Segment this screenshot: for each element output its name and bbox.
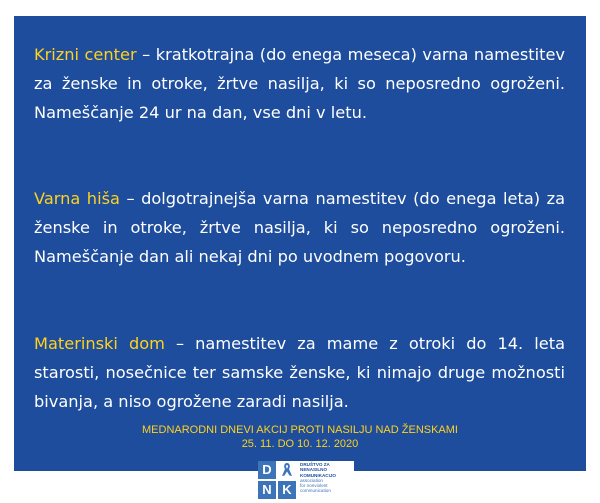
description-safe-house: – dolgotrajnejša varna namestitev (do enega leta) za ženske in otroke, žrtve nasilja, ki so neposredno ogroženi. Nameščanje dan ali nekaj dni po uvodnem pogovoru. — [34, 189, 565, 266]
logo-name-sl-2: NENASILNO — [300, 467, 328, 473]
ribbon-icon — [278, 461, 296, 479]
term-crisis-center: Krizni center — [34, 45, 137, 64]
term-maternity-home: Materinski dom — [34, 334, 165, 353]
logo-letter-k: K — [278, 481, 296, 499]
paragraph-crisis-center — [34, 40, 565, 127]
term-safe-house: Varna hiša — [34, 189, 120, 208]
logo-name-en-3: communication — [300, 488, 331, 494]
dnk-logo — [258, 461, 354, 499]
logo-letter-n: N — [258, 481, 276, 499]
logo-letter-d: D — [258, 461, 276, 479]
info-panel — [14, 16, 586, 471]
campaign-dates: 25. 11. DO 10. 12. 2020 — [241, 438, 359, 450]
paragraph-safe-house — [34, 184, 565, 271]
campaign-title: MEDNARODNI DNEVI AKCIJ PROTI NASILJU NAD ŽENSKAMI — [142, 424, 458, 436]
logo-letter-grid — [258, 461, 296, 499]
logo-text — [300, 462, 354, 494]
description-crisis-center: – kratkotrajna (do enega meseca) varna namestitev za ženske in otroke, žrtve nasilja, ki so neposredno ogroženi. Nameščanje 24 ur na dan, vse dni v letu. — [34, 45, 566, 122]
logo-name-sl-3: KOMUNIKACIJO — [300, 472, 336, 478]
description-maternity-home: – namestitev za mame z otroki do 14. leta starosti, nosečnice ter samske ženske, ki nimajo druge možnosti bivanja, a niso ogrožene zaradi nasilja. — [34, 334, 565, 411]
logo-name-en-1: association — [300, 477, 323, 483]
paragraph-maternity-home — [34, 329, 565, 416]
logo-name-sl-1: DRUŠTVO ZA — [300, 462, 330, 467]
logo-name-en-2: for nonviolent — [300, 483, 328, 489]
